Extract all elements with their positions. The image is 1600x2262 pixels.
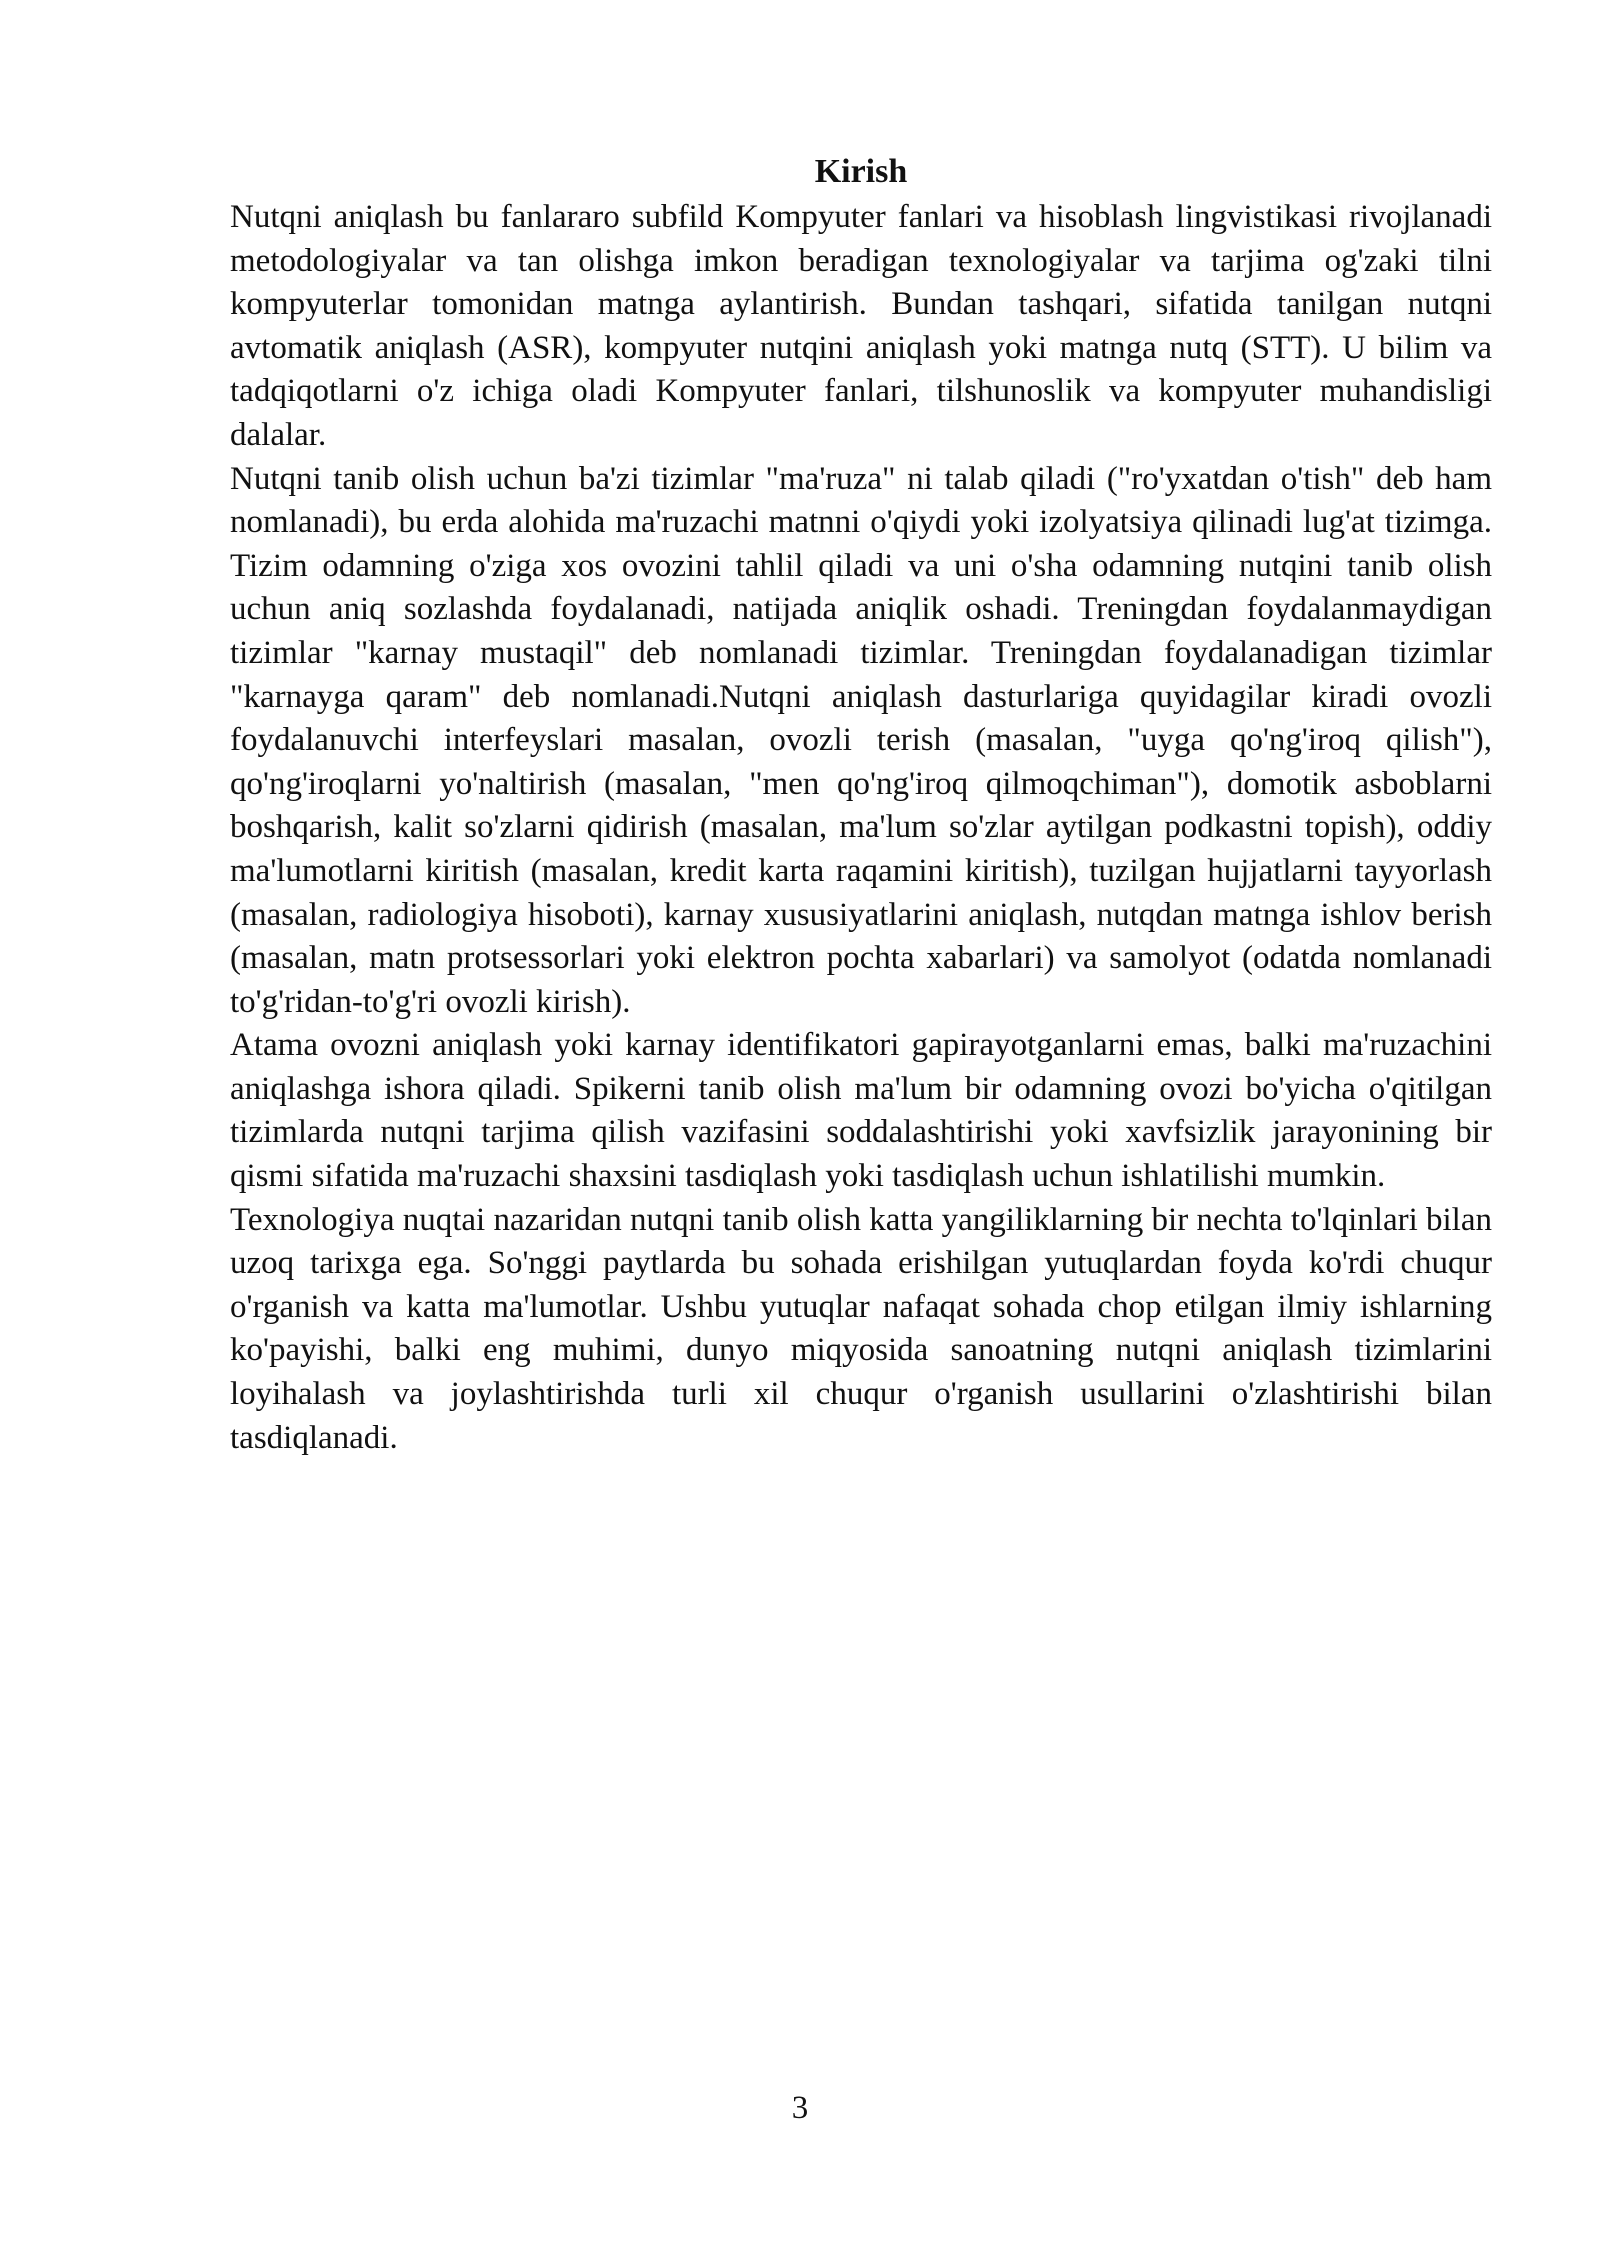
- paragraph-1: Nutqni aniqlash bu fanlararo subfild Kompyuter fanlari va hisoblash lingvistikasi rivojlanadi metodologiyalar va tan olishga imkon beradigan texnologiyalar va tarjima og'zaki tilni kompyuterlar tomonidan matnga aylantirish. Bundan tashqari, sifatida tanilgan nutqni avtomatik aniqlash (ASR), kompyuter nutqini aniqlash yoki matnga nutq (STT). U bilim va tadqiqotlarni o'z ichiga oladi Kompyuter fanlari, tilshunoslik va kompyuter muhandisligi dalalar.: [230, 199, 1492, 453]
- page-content: [230, 148, 1492, 1460]
- page-number: 3: [791, 2090, 809, 2126]
- paragraph-4: Texnologiya nuqtai nazaridan nutqni tanib olish katta yangiliklarning bir nechta to'lqinlari bilan uzoq tarixga ega. So'nggi paytlarda bu sohada erishilgan yutuqlardan foyda ko'rdi chuqur o'rganish va katta ma'lumotlar. Ushbu yutuqlar nafaqat sohada chop etilgan ilmiy ishlarning ko'payishi, balki eng muhimi, dunyo miqyosida sanoatning nutqni aniqlash tizimlarini loyihalash va joylashtirishda turli xil chuqur o'rganish usullarini o'zlashtirishi bilan tasdiqlanadi.: [230, 1201, 1492, 1456]
- paragraph-3: Atama ovozni aniqlash yoki karnay identifikatori gapirayotganlarni emas, balki ma'ruzachini aniqlashga ishora qiladi. Spikerni tanib olish ma'lum bir odamning ovozi bo'yicha o'qitilgan tizimlarda nutqni tarjima qilish vazifasini soddalashtirishi yoki xavfsizlik jarayonining bir qismi sifatida ma'ruzachi shaxsini tasdiqlash yoki tasdiqlash uchun ishlatilishi mumkin.: [230, 1027, 1492, 1195]
- page-title: Kirish: [814, 153, 908, 190]
- paragraph-2: Nutqni tanib olish uchun ba'zi tizimlar "ma'ruza" ni talab qiladi ("ro'yxatdan o'tish" deb ham nomlanadi), bu erda alohida ma'ruzachi matnni o'qiydi yoki izolyatsiya qilinadi lug'at tizimga. Tizim odamning o'ziga xos ovozini tahlil qiladi va uni o'sha odamning nutqini tanib olish uchun aniq sozlashda foydalanadi, natijada aniqlik oshadi. Treningdan foydalanmaydigan tizimlar "karnay mustaqil" deb nomlanadi tizimlar. Treningdan foydalanadigan tizimlar "karnayga qaram" deb nomlanadi.Nutqni aniqlash dasturlariga quyidagilar kiradi ovozli foydalanuvchi interfeyslari masalan, ovozli terish (masalan, "uyga qo'ng'iroq qilish"), qo'ng'iroqlarni yo'naltirish (masalan, "men qo'ng'iroq qilmoqchiman"), domotik asboblarni boshqarish, kalit so'zlarni qidirish (masalan, ma'lum so'zlar aytilgan podkastni topish), oddiy ma'lumotlarni kiritish (masalan, kredit karta raqamini kiritish), tuzilgan hujjatlarni tayyorlash (masalan, radiologiya hisoboti), karnay xususiyatlarini aniqlash, nutqdan matnga ishlov berish (masalan, matn protsessorlari yoki elektron pochta xabarlari) va samolyot (odatda nomlanadi to'g'ridan-to'g'ri ovozli kirish).: [230, 460, 1492, 1020]
